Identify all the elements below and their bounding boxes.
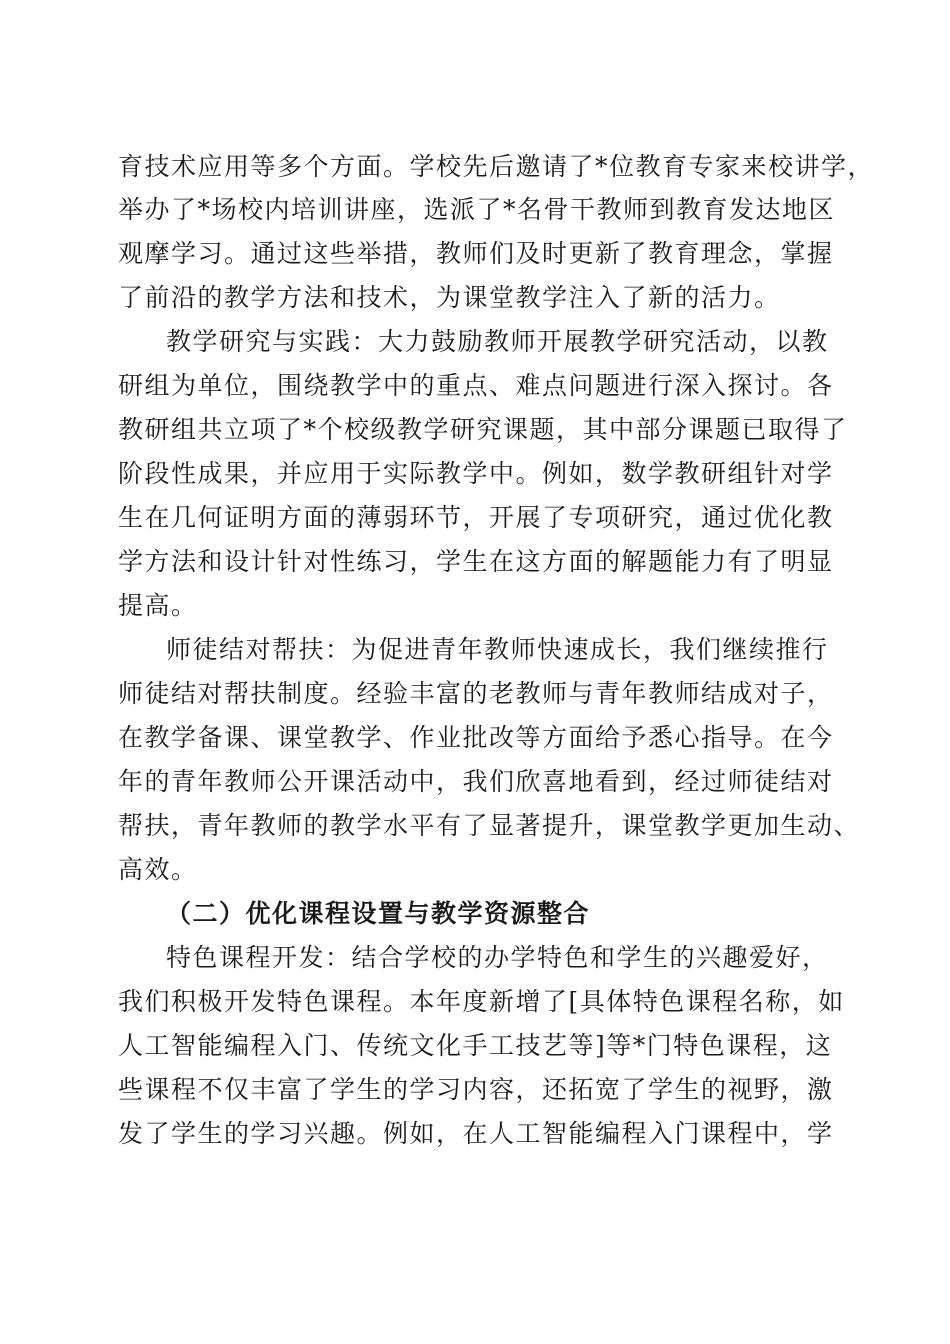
text-line: 了前沿的教学方法和技术，为课堂教学注入了新的活力。 [118,283,781,312]
paragraph-start-special-courses: 特色课程开发：结合学校的办学特色和学生的兴趣爱好， [166,943,829,972]
text-line: 生在几何证明方面的薄弱环节，开展了专项研究，通过优化教 [118,503,834,532]
text-line: 观摩学习。通过这些举措，教师们及时更新了教育理念，掌握 [118,239,834,268]
text-line: 师徒结对帮扶制度。经验丰富的老教师与青年教师结成对子， [118,679,834,708]
text-line: 年的青年教师公开课活动中，我们欣喜地看到，经过师徒结对 [118,767,834,796]
text-line: 研组为单位，围绕教学中的重点、难点问题进行深入探讨。各 [118,371,834,400]
text-line: 人工智能编程入门、传统文化手工技艺等]等*门特色课程，这 [118,1031,833,1060]
text-line: 举办了*场校内培训讲座，选派了*名骨干教师到教育发达地区 [118,195,836,224]
text-line: 发了学生的学习兴趣。例如，在人工智能编程入门课程中，学 [118,1119,834,1148]
text-line: 阶段性成果，并应用于实际教学中。例如，数学教研组针对学 [118,459,834,488]
text-line: 我们积极开发特色课程。本年度新增了[具体特色课程名称，如 [118,987,845,1016]
section-heading: （二）优化课程设置与教学资源整合 [166,899,591,928]
text-line: 高效。 [118,855,198,884]
paragraph-start-mentoring: 师徒结对帮扶：为促进青年教师快速成长，我们继续推行 [166,635,829,664]
paragraph-start-teaching-research: 教学研究与实践：大力鼓励教师开展教学研究活动，以教 [166,327,829,356]
text-line: 教研组共立项了*个校级教学研究课题，其中部分课题已取得了 [118,415,848,444]
text-line: 提高。 [118,591,198,620]
text-line: 在教学备课、课堂教学、作业批改等方面给予悉心指导。在今 [118,723,834,752]
text-line: 些课程不仅丰富了学生的学习内容，还拓宽了学生的视野，激 [118,1075,834,1104]
text-line: 学方法和设计针对性练习，学生在这方面的解题能力有了明显 [118,547,834,576]
text-line: 帮扶，青年教师的教学水平有了显著提升，课堂教学更加生动、 [118,811,861,840]
text-line: 育技术应用等多个方面。学校先后邀请了*位教育专家来校讲学， [118,152,875,181]
